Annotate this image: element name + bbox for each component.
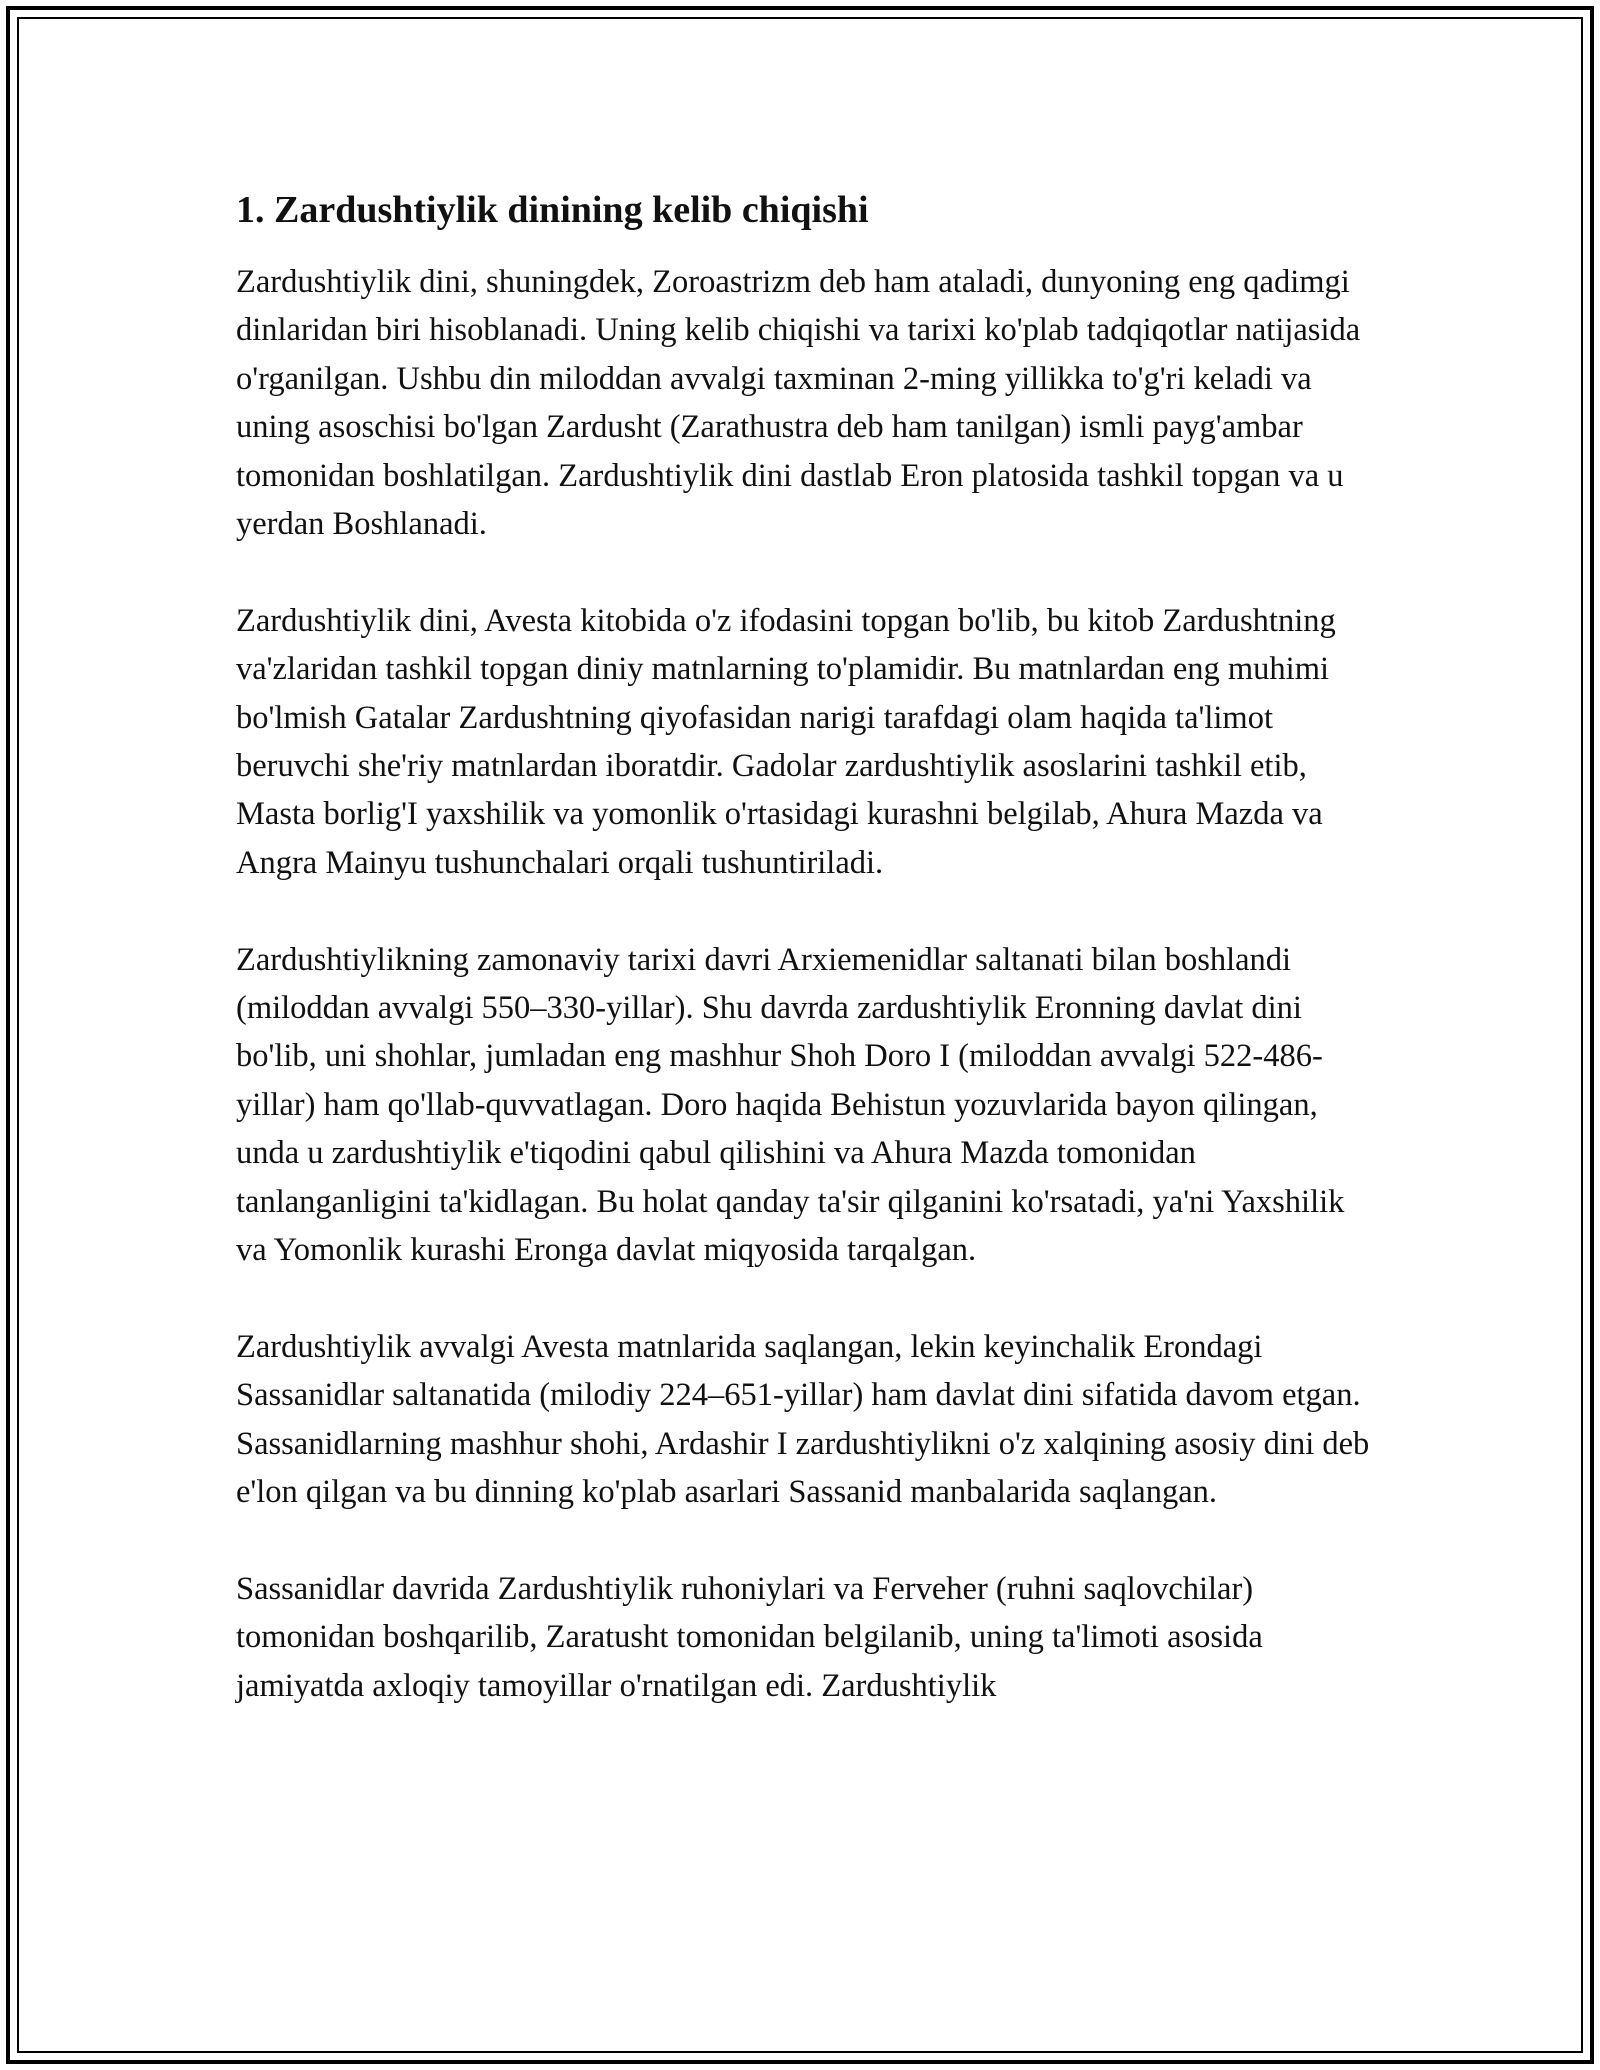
section-heading: 1. Zardushtiylik dinining kelib chiqishi	[236, 189, 869, 231]
document-body	[236, 186, 1376, 1759]
paragraph: Zardushtiylikning zamonaviy tarixi davri Arxiemenidlar saltanati bilan boshlandi (miloddan avvalgi 550–330-yillar). Shu davrda zardushtiylik Eronning davlat dini bo'lib, uni shohlar, jumladan eng mashhur Shoh Doro I (miloddan avvalgi 522-486-yillar) ham qo'llab-quvvatlagan. Doro haqida Behistun yozuvlarida bayon qilingan, unda u zardushtiylik e'tiqodini qabul qilishini va Ahura Mazda tomonidan tanlanganligini ta'kidlagan. Bu holat qanday ta'sir qilganini ko'rsatadi, ya'ni Yaxshilik va Yomonlik kurashi Eronga davlat miqyosida tarqalgan.	[236, 941, 1345, 1269]
paragraph: Sassanidlar davrida Zardushtiylik ruhoniylari va Ferveher (ruhni saqlovchilar) tomonidan boshqarilib, Zaratusht tomonidan belgilanib, uning ta'limoti asosida jamiyatda axloqiy tamoyillar o'rnatilgan edi. Zardushtiylik	[236, 1570, 1263, 1704]
paragraph: Zardushtiylik dini, Avesta kitobida o'z ifodasini topgan bo'lib, bu kitob Zardushtning va'zlaridan tashkil topgan diniy matnlarning to'plamidir. Bu matnlardan eng muhimi bo'lmish Gatalar Zardushtning qiyofasidan narigi tarafdagi olam haqida ta'limot beruvchi she'riy matnlardan iboratdir. Gadolar zardushtiylik asoslarini tashkil etib, Masta borlig'I yaxshilik va yomonlik o'rtasidagi kurashni belgilab, Ahura Mazda va Angra Mainyu tushunchalari orqali tushuntiriladi.	[236, 602, 1336, 881]
paragraph: Zardushtiylik avvalgi Avesta matnlarida saqlangan, lekin keyinchalik Erondagi Sassanidlar saltanatida (milodiy 224–651-yillar) ham davlat dini sifatida davom etgan. Sassanidlarning mashhur shohi, Ardashir I zardushtiylikni o'z xalqining asosiy dini deb e'lon qilgan va bu dinning ko'plab asarlari Sassanid manbalarida saqlangan.	[236, 1328, 1370, 1511]
paragraph: Zardushtiylik dini, shuningdek, Zoroastrizm deb ham ataladi, dunyoning eng qadimgi dinlaridan biri hisoblanadi. Uning kelib chiqishi va tarixi ko'plab tadqiqotlar natijasida o'rganilgan. Ushbu din miloddan avvalgi taxminan 2-ming yillikka to'g'ri keladi va uning asoschisi bo'lgan Zardusht (Zarathustra deb ham tanilgan) ismli payg'ambar tomonidan boshlatilgan. Zardushtiylik dini dastlab Eron platosida tashkil topgan va u yerdan Boshlanadi.	[236, 264, 1361, 543]
